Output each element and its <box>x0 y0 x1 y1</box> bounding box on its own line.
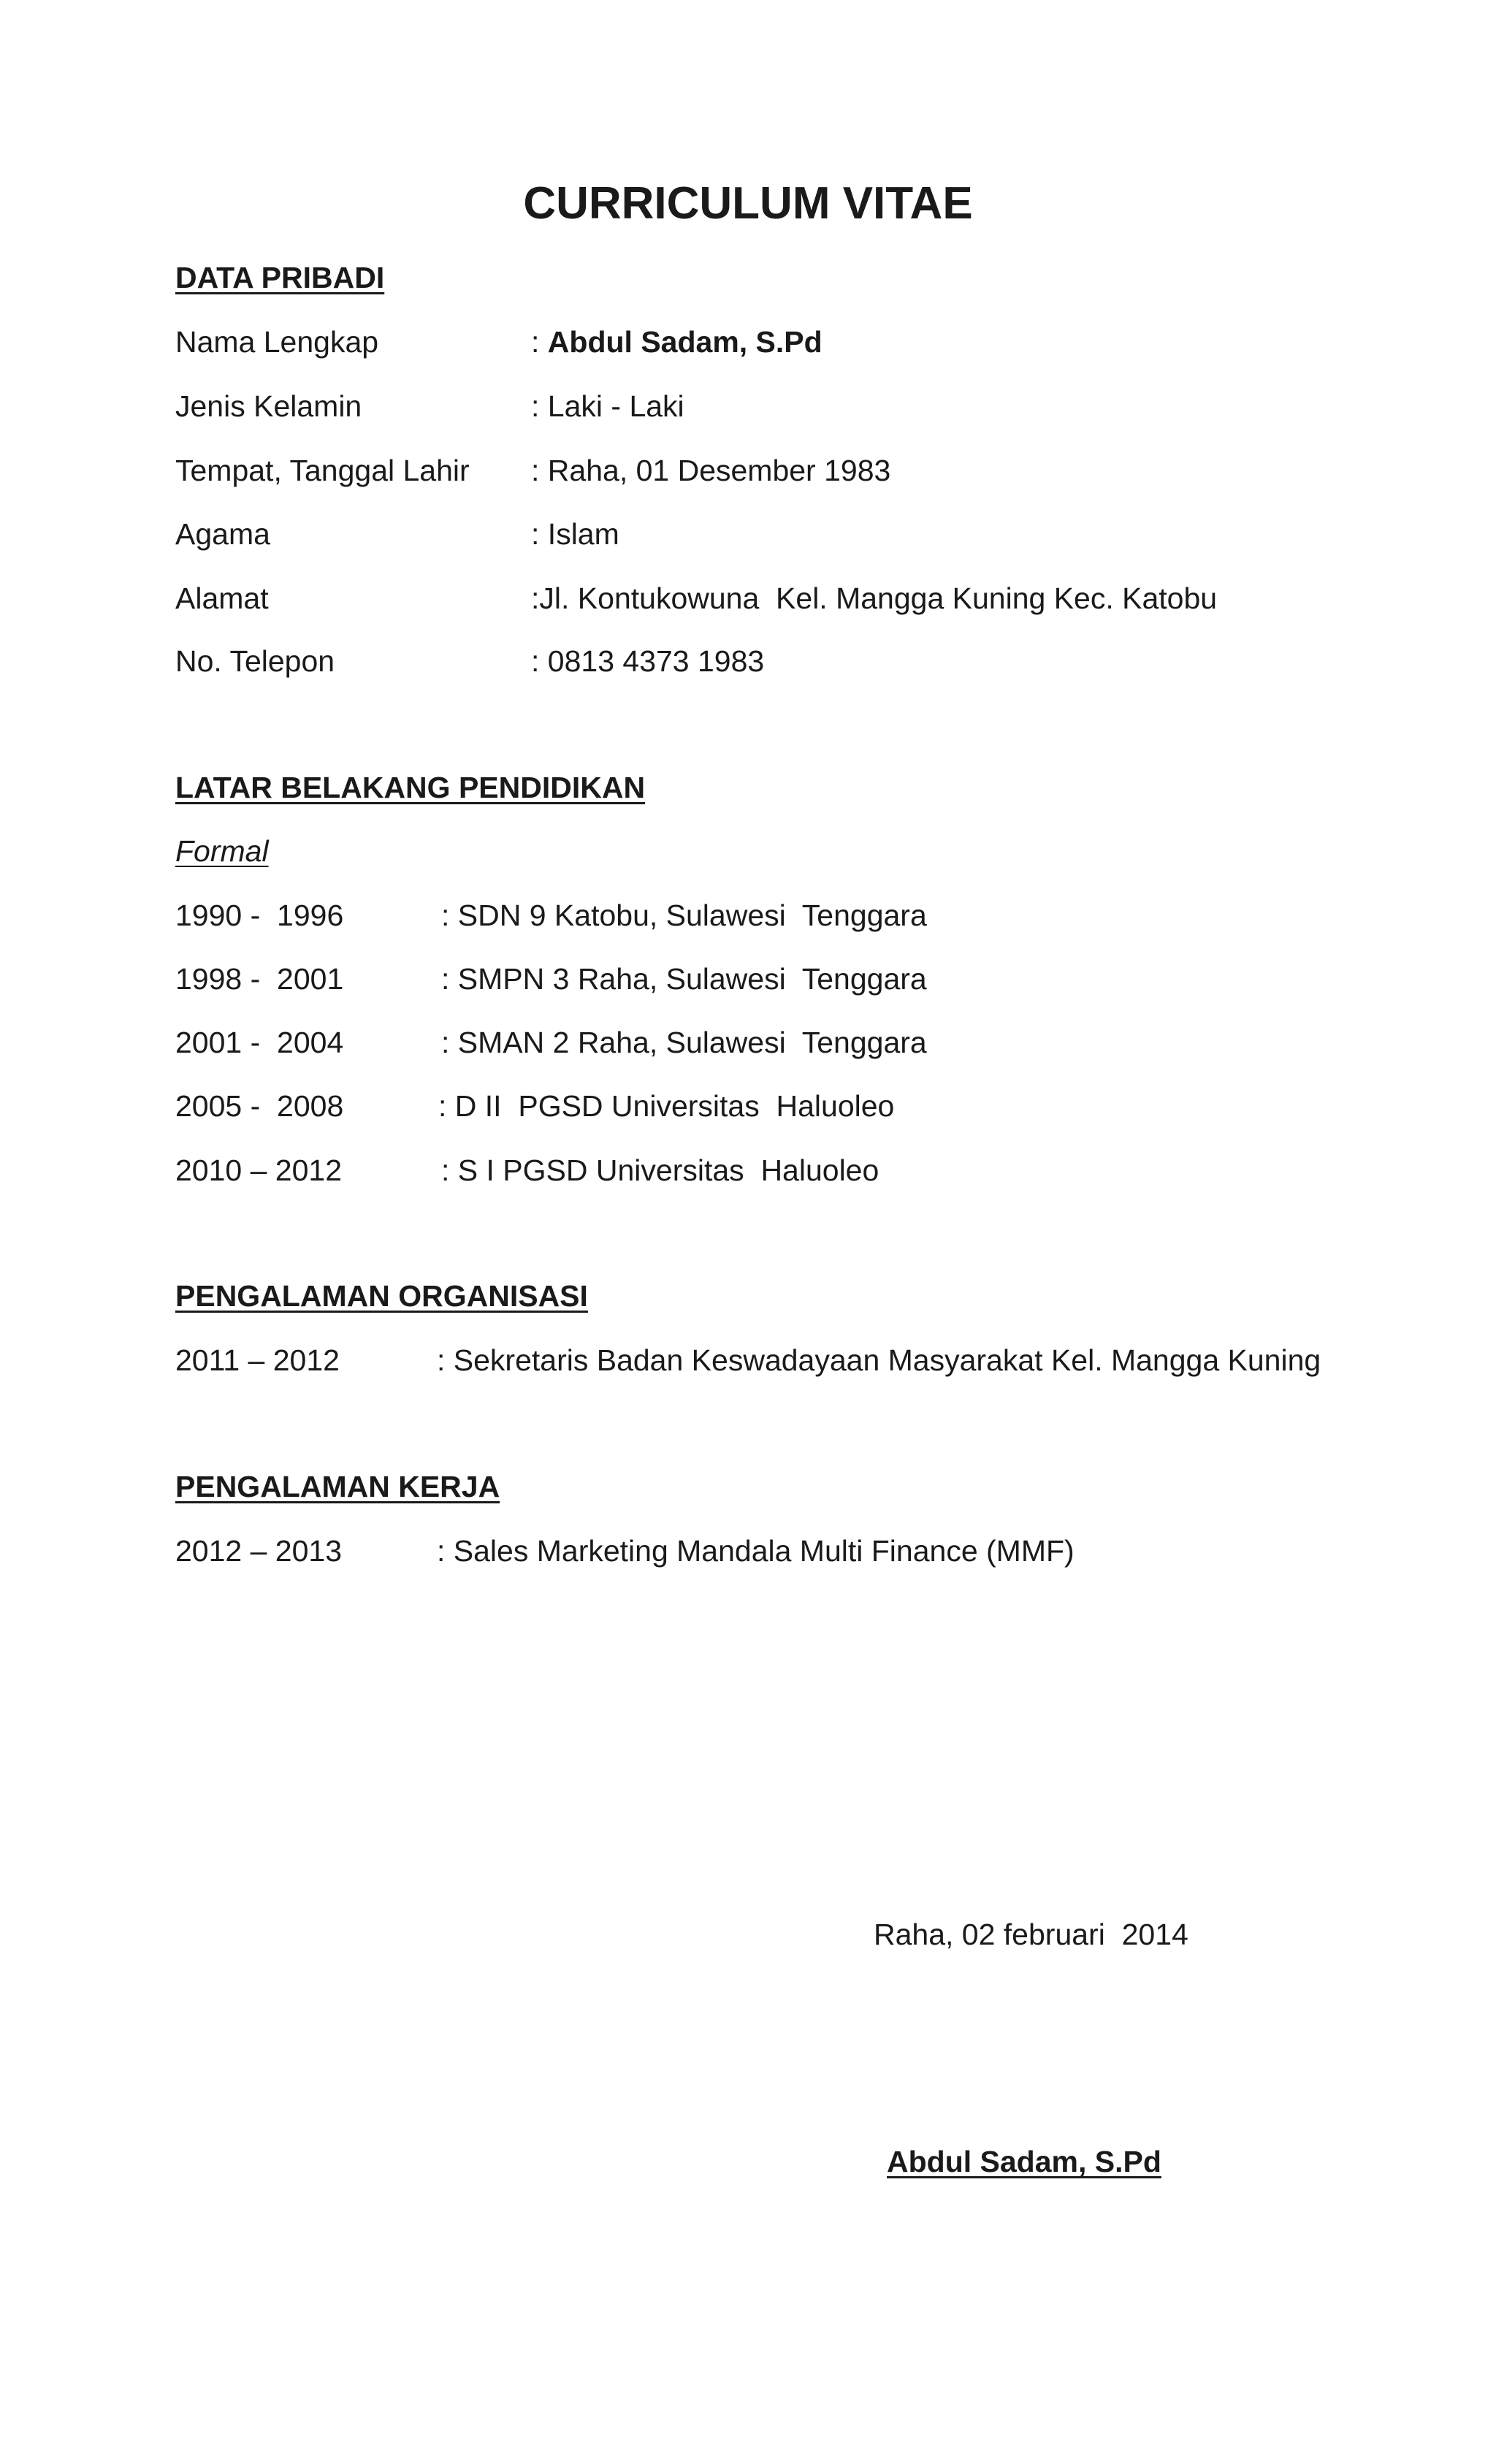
value-agama: : Islam <box>531 517 619 551</box>
value-alamat: :Jl. Kontukowuna Kel. Mangga Kuning Kec. Katobu <box>531 581 1218 615</box>
organization-role: : Sekretaris Badan Keswadayaan Masyarakat Kel. Mangga Kuning <box>437 1343 1321 1377</box>
value-tempat-tanggal-lahir: : Raha, 01 Desember 1983 <box>531 454 891 487</box>
work-years: 2012 – 2013 <box>175 1534 343 1568</box>
education-school: : S I PGSD Universitas Haluoleo <box>441 1153 879 1187</box>
label-nama-lengkap: Nama Lengkap <box>175 325 379 359</box>
label-jenis-kelamin: Jenis Kelamin <box>175 389 362 423</box>
section-heading-data-pribadi: DATA PRIBADI <box>175 261 385 294</box>
label-agama: Agama <box>175 517 270 551</box>
education-school: : SMAN 2 Raha, Sulawesi Tenggara <box>441 1026 927 1059</box>
section-heading-kerja: PENGALAMAN KERJA <box>175 1470 500 1503</box>
label-tempat-tanggal-lahir: Tempat, Tanggal Lahir <box>175 454 470 487</box>
organization-years: 2011 – 2012 <box>175 1343 340 1377</box>
education-school: : D II PGSD Universitas Haluoleo <box>438 1089 895 1123</box>
subheading-formal: Formal <box>175 834 269 868</box>
place-date: Raha, 02 februari 2014 <box>874 1918 1188 1951</box>
value-nama-lengkap: : Abdul Sadam, S.Pd <box>531 325 823 359</box>
work-role: : Sales Marketing Mandala Multi Finance (MMF) <box>437 1534 1075 1568</box>
value-no-telepon: : 0813 4373 1983 <box>531 644 765 678</box>
value-jenis-kelamin: : Laki - Laki <box>531 389 684 423</box>
education-years: 1990 - 1996 <box>175 899 344 932</box>
education-school: : SDN 9 Katobu, Sulawesi Tenggara <box>441 899 927 932</box>
section-heading-pendidikan: LATAR BELAKANG PENDIDIKAN <box>175 771 646 804</box>
education-years: 2010 – 2012 <box>175 1153 343 1187</box>
label-no-telepon: No. Telepon <box>175 644 335 678</box>
label-alamat: Alamat <box>175 581 269 615</box>
education-years: 2001 - 2004 <box>175 1026 344 1059</box>
signature-name: Abdul Sadam, S.Pd <box>887 2145 1161 2178</box>
page-title: CURRICULUM VITAE <box>523 178 973 229</box>
education-years: 2005 - 2008 <box>175 1089 344 1123</box>
education-school: : SMPN 3 Raha, Sulawesi Tenggara <box>441 962 927 996</box>
section-heading-organisasi: PENGALAMAN ORGANISASI <box>175 1279 588 1313</box>
education-years: 1998 - 2001 <box>175 962 344 996</box>
